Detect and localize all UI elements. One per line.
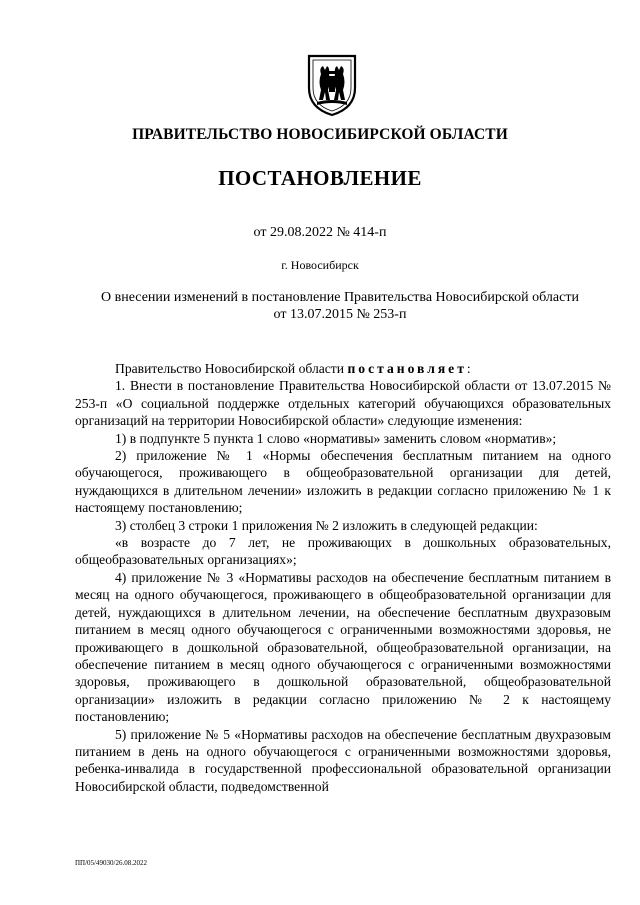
document-footer-code: ПП/05/49030/26.08.2022 — [75, 859, 147, 867]
paragraph-7: 5) приложение № 5 «Нормативы расходов на обеспечение бесплатным двухразовым питанием в день на одного обучающегося с ограниченными возможностями здоровья, ребенка-инвалида в государственной профессиональной образовательной организации Новосибирской области, подведомственной — [75, 726, 611, 794]
coat-of-arms-icon — [303, 52, 361, 118]
intro-text: Правительство Новосибирской области — [115, 361, 345, 376]
paragraph-6: 4) приложение № 3 «Нормативы расходов на обеспечение бесплатным питанием в месяц на одного обучающегося, проживающего в общеобразовательной организации для детей, нуждающихся в длительном лечении, на обеспечение бесплатным двухразовым питанием в месяц одного обучающегося с ограниченными возможностями здоровья, не проживающего в дошкольной образовательной, общеобразовательной организации, на обеспечение питанием в месяц одного обучающегося с ограниченными возможностями здоровья, проживающего в дошкольной образовательной, общеобразовательной организации» изложить в редакции согласно приложению № 2 к настоящему постановлению; — [75, 569, 611, 725]
paragraph-5: «в возрасте до 7 лет, не проживающих в дошкольных образовательных, общеобразовательных организациях»; — [75, 535, 611, 568]
organization-name: ПРАВИТЕЛЬСТВО НОВОСИБИРСКОЙ ОБЛАСТИ — [132, 126, 508, 143]
paragraph-3: 2) приложение № 1 «Нормы обеспечения бесплатным питанием на одного обучающегося, проживающего в общеобразовательной организации для детей, нуждающихся в длительном лечении» изложить в редакции согласно приложению № 1 к настоящему постановлению; — [75, 448, 611, 516]
subject-line-2: от 13.07.2015 № 253-п — [273, 307, 407, 322]
intro-colon: : — [466, 361, 471, 376]
paragraph-2: 1) в подпункте 5 пункта 1 слово «нормативы» заменить словом «норматив»; — [115, 430, 557, 446]
paragraph-1: 1. Внести в постановление Правительства Новосибирской области от 13.07.2015 № 253-п «О социальной поддержке отдельных категорий обучающихся образовательных организаций на территории Новосибирской области» следующие изменения: — [75, 378, 611, 429]
subject-line-1: О внесении изменений в постановление Правительства Новосибирской области — [101, 290, 579, 305]
paragraph-4: 3) столбец 3 строки 1 приложения № 2 изложить в следующей редакции: — [115, 517, 538, 533]
document-subject — [70, 289, 610, 323]
intro-paragraph — [75, 360, 611, 377]
document-date-number: от 29.08.2022 № 414-п — [253, 225, 387, 240]
document-type-title: ПОСТАНОВЛЕНИЕ — [218, 166, 422, 190]
document-body — [75, 360, 611, 795]
decree-word: постановляет — [347, 361, 467, 376]
document-city: г. Новосибирск — [281, 258, 359, 272]
